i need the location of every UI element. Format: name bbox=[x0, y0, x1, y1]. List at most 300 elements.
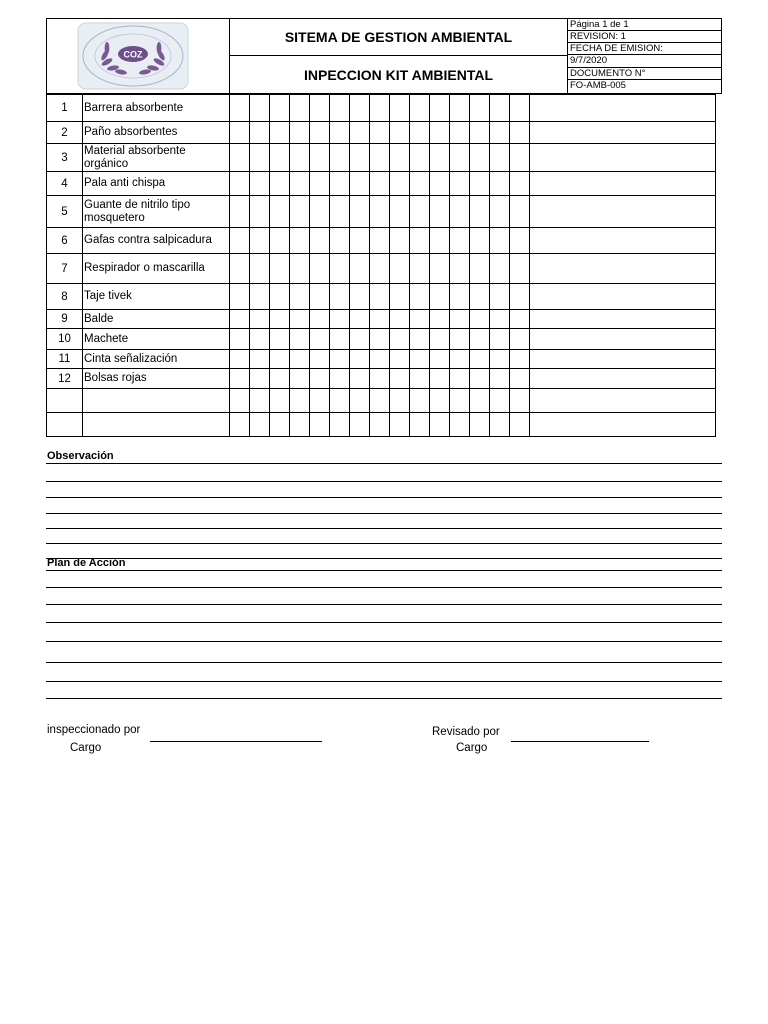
check-cell[interactable] bbox=[330, 413, 350, 437]
check-cell[interactable] bbox=[390, 284, 410, 310]
item-name: Balde bbox=[83, 310, 230, 329]
inspected-by-signature-line[interactable] bbox=[150, 741, 322, 742]
check-cell[interactable] bbox=[350, 228, 370, 254]
check-cell[interactable] bbox=[430, 369, 450, 389]
check-cell[interactable] bbox=[410, 228, 430, 254]
check-cell[interactable] bbox=[330, 95, 350, 122]
check-cell[interactable] bbox=[470, 254, 490, 284]
check-cell[interactable] bbox=[250, 95, 270, 122]
inspection-table bbox=[46, 94, 716, 437]
check-cell[interactable] bbox=[290, 254, 310, 284]
table-row bbox=[47, 413, 716, 437]
check-cell[interactable] bbox=[310, 172, 330, 196]
check-cell[interactable] bbox=[310, 122, 330, 144]
check-cell[interactable] bbox=[350, 172, 370, 196]
check-cell[interactable] bbox=[250, 254, 270, 284]
check-cell[interactable] bbox=[230, 369, 250, 389]
check-cell[interactable] bbox=[330, 196, 350, 228]
item-remarks-cell[interactable] bbox=[530, 254, 716, 284]
check-cell[interactable] bbox=[470, 413, 490, 437]
check-cell[interactable] bbox=[330, 350, 350, 369]
item-number: 5 bbox=[47, 196, 83, 228]
check-cell[interactable] bbox=[470, 284, 490, 310]
item-name: Respirador o mascarilla bbox=[83, 254, 230, 284]
check-cell[interactable] bbox=[290, 389, 310, 413]
title-cell bbox=[230, 19, 568, 93]
table-row bbox=[47, 228, 716, 254]
check-cell[interactable] bbox=[430, 228, 450, 254]
check-cell[interactable] bbox=[430, 122, 450, 144]
table-row bbox=[47, 329, 716, 350]
check-cell[interactable] bbox=[450, 329, 470, 350]
check-cell[interactable] bbox=[450, 95, 470, 122]
check-cell[interactable] bbox=[270, 172, 290, 196]
check-cell[interactable] bbox=[410, 350, 430, 369]
check-cell[interactable] bbox=[450, 228, 470, 254]
item-remarks-cell[interactable] bbox=[530, 329, 716, 350]
check-cell[interactable] bbox=[330, 329, 350, 350]
check-cell[interactable] bbox=[290, 284, 310, 310]
check-cell[interactable] bbox=[250, 310, 270, 329]
action-plan-line[interactable] bbox=[46, 622, 722, 623]
check-cell[interactable] bbox=[410, 310, 430, 329]
action-plan-line[interactable] bbox=[46, 570, 722, 571]
check-cell[interactable] bbox=[410, 122, 430, 144]
item-remarks-cell[interactable] bbox=[530, 196, 716, 228]
observation-line[interactable] bbox=[46, 513, 722, 514]
table-row bbox=[47, 122, 716, 144]
check-cell[interactable] bbox=[450, 196, 470, 228]
check-cell[interactable] bbox=[490, 196, 510, 228]
action-plan-line[interactable] bbox=[46, 698, 722, 699]
check-cell[interactable] bbox=[350, 196, 370, 228]
form-subtitle: INPECCION KIT AMBIENTAL bbox=[304, 66, 493, 83]
item-number: 2 bbox=[47, 122, 83, 144]
check-cell[interactable] bbox=[310, 310, 330, 329]
check-cell[interactable] bbox=[270, 369, 290, 389]
action-plan-line[interactable] bbox=[46, 681, 722, 682]
item-number bbox=[47, 389, 83, 413]
check-cell[interactable] bbox=[330, 144, 350, 172]
check-cell[interactable] bbox=[290, 369, 310, 389]
reviewed-by-signature-line[interactable] bbox=[511, 741, 649, 742]
check-cell[interactable] bbox=[250, 122, 270, 144]
check-cell[interactable] bbox=[410, 413, 430, 437]
check-cell[interactable] bbox=[310, 284, 330, 310]
check-cell[interactable] bbox=[230, 413, 250, 437]
check-cell[interactable] bbox=[250, 350, 270, 369]
item-number: 10 bbox=[47, 329, 83, 350]
check-cell[interactable] bbox=[330, 389, 350, 413]
check-cell[interactable] bbox=[490, 228, 510, 254]
check-cell[interactable] bbox=[350, 329, 370, 350]
check-cell[interactable] bbox=[270, 413, 290, 437]
check-cell[interactable] bbox=[490, 350, 510, 369]
check-cell[interactable] bbox=[510, 196, 530, 228]
action-plan-line[interactable] bbox=[46, 604, 722, 605]
check-cell[interactable] bbox=[450, 413, 470, 437]
check-cell[interactable] bbox=[510, 144, 530, 172]
check-cell[interactable] bbox=[350, 122, 370, 144]
check-cell[interactable] bbox=[250, 228, 270, 254]
item-name bbox=[83, 389, 230, 413]
item-remarks-cell[interactable] bbox=[530, 310, 716, 329]
check-cell[interactable] bbox=[510, 369, 530, 389]
check-cell[interactable] bbox=[490, 144, 510, 172]
document-label: DOCUMENTO N° bbox=[568, 68, 721, 80]
item-remarks-cell[interactable] bbox=[530, 284, 716, 310]
check-cell[interactable] bbox=[510, 228, 530, 254]
check-cell[interactable] bbox=[410, 196, 430, 228]
check-cell[interactable] bbox=[390, 196, 410, 228]
item-remarks-cell[interactable] bbox=[530, 350, 716, 369]
check-cell[interactable] bbox=[410, 172, 430, 196]
check-cell[interactable] bbox=[310, 389, 330, 413]
item-number: 4 bbox=[47, 172, 83, 196]
check-cell[interactable] bbox=[250, 413, 270, 437]
observation-line[interactable] bbox=[46, 558, 722, 559]
check-cell[interactable] bbox=[310, 254, 330, 284]
check-cell[interactable] bbox=[330, 369, 350, 389]
check-cell[interactable] bbox=[290, 196, 310, 228]
check-cell[interactable] bbox=[290, 95, 310, 122]
item-name: Pala anti chispa bbox=[83, 172, 230, 196]
page-number: Página 1 de 1 bbox=[568, 19, 721, 31]
check-cell[interactable] bbox=[410, 144, 430, 172]
table-row bbox=[47, 95, 716, 122]
check-cell[interactable] bbox=[450, 284, 470, 310]
table-row bbox=[47, 389, 716, 413]
check-cell[interactable] bbox=[330, 228, 350, 254]
check-cell[interactable] bbox=[370, 196, 390, 228]
check-cell[interactable] bbox=[350, 254, 370, 284]
reviewed-by-label: Revisado por bbox=[432, 726, 500, 738]
check-cell[interactable] bbox=[410, 254, 430, 284]
item-number: 7 bbox=[47, 254, 83, 284]
check-cell[interactable] bbox=[430, 329, 450, 350]
check-cell[interactable] bbox=[310, 369, 330, 389]
check-cell[interactable] bbox=[430, 284, 450, 310]
form-title: SITEMA DE GESTION AMBIENTAL bbox=[230, 19, 567, 56]
check-cell[interactable] bbox=[350, 284, 370, 310]
check-cell[interactable] bbox=[490, 284, 510, 310]
check-cell[interactable] bbox=[330, 122, 350, 144]
check-cell[interactable] bbox=[430, 144, 450, 172]
document-info bbox=[568, 19, 721, 93]
company-logo bbox=[77, 22, 189, 90]
check-cell[interactable] bbox=[270, 144, 290, 172]
action-plan-line[interactable] bbox=[46, 641, 722, 642]
check-cell[interactable] bbox=[390, 144, 410, 172]
check-cell[interactable] bbox=[410, 329, 430, 350]
check-cell[interactable] bbox=[290, 413, 310, 437]
check-cell[interactable] bbox=[390, 310, 410, 329]
check-cell[interactable] bbox=[370, 95, 390, 122]
check-cell[interactable] bbox=[370, 413, 390, 437]
observation-line[interactable] bbox=[46, 463, 722, 464]
check-cell[interactable] bbox=[470, 196, 490, 228]
item-number: 6 bbox=[47, 228, 83, 254]
check-cell[interactable] bbox=[370, 369, 390, 389]
check-cell[interactable] bbox=[450, 369, 470, 389]
item-remarks-cell[interactable] bbox=[530, 369, 716, 389]
check-cell[interactable] bbox=[390, 369, 410, 389]
check-cell[interactable] bbox=[270, 329, 290, 350]
check-cell[interactable] bbox=[310, 350, 330, 369]
check-cell[interactable] bbox=[430, 310, 450, 329]
check-cell[interactable] bbox=[390, 228, 410, 254]
check-cell[interactable] bbox=[490, 329, 510, 350]
table-row bbox=[47, 172, 716, 196]
check-cell[interactable] bbox=[270, 284, 290, 310]
item-number: 9 bbox=[47, 310, 83, 329]
check-cell[interactable] bbox=[250, 196, 270, 228]
check-cell[interactable] bbox=[230, 95, 250, 122]
check-cell[interactable] bbox=[230, 228, 250, 254]
check-cell[interactable] bbox=[430, 254, 450, 284]
check-cell[interactable] bbox=[270, 389, 290, 413]
form-header bbox=[46, 18, 722, 94]
inspected-by-label: inspeccionado por bbox=[47, 724, 141, 736]
check-cell[interactable] bbox=[470, 310, 490, 329]
check-cell[interactable] bbox=[250, 329, 270, 350]
observation-label: Observación bbox=[47, 450, 114, 462]
item-number: 1 bbox=[47, 95, 83, 122]
item-name: Gafas contra salpicadura bbox=[83, 228, 230, 254]
item-remarks-cell[interactable] bbox=[530, 95, 716, 122]
check-cell[interactable] bbox=[510, 172, 530, 196]
check-cell[interactable] bbox=[230, 350, 250, 369]
item-name bbox=[83, 413, 230, 437]
check-cell[interactable] bbox=[430, 196, 450, 228]
item-name: Paño absorbentes bbox=[83, 122, 230, 144]
check-cell[interactable] bbox=[250, 144, 270, 172]
table-row bbox=[47, 350, 716, 369]
check-cell[interactable] bbox=[250, 284, 270, 310]
check-cell[interactable] bbox=[490, 389, 510, 413]
item-remarks-cell[interactable] bbox=[530, 389, 716, 413]
check-cell[interactable] bbox=[350, 95, 370, 122]
check-cell[interactable] bbox=[310, 228, 330, 254]
check-cell[interactable] bbox=[330, 284, 350, 310]
observation-line[interactable] bbox=[46, 543, 722, 544]
check-cell[interactable] bbox=[250, 389, 270, 413]
check-cell[interactable] bbox=[450, 389, 470, 413]
table-row bbox=[47, 310, 716, 329]
check-cell[interactable] bbox=[270, 122, 290, 144]
check-cell[interactable] bbox=[370, 389, 390, 413]
table-row bbox=[47, 144, 716, 172]
check-cell[interactable] bbox=[370, 310, 390, 329]
check-cell[interactable] bbox=[390, 350, 410, 369]
check-cell[interactable] bbox=[390, 254, 410, 284]
item-number: 8 bbox=[47, 284, 83, 310]
check-cell[interactable] bbox=[270, 310, 290, 329]
check-cell[interactable] bbox=[290, 310, 310, 329]
check-cell[interactable] bbox=[370, 254, 390, 284]
check-cell[interactable] bbox=[290, 350, 310, 369]
check-cell[interactable] bbox=[350, 310, 370, 329]
check-cell[interactable] bbox=[390, 329, 410, 350]
item-remarks-cell[interactable] bbox=[530, 228, 716, 254]
reviewed-role-label: Cargo bbox=[456, 742, 488, 754]
check-cell[interactable] bbox=[330, 310, 350, 329]
check-cell[interactable] bbox=[410, 95, 430, 122]
check-cell[interactable] bbox=[470, 228, 490, 254]
item-name: Bolsas rojas bbox=[83, 369, 230, 389]
check-cell[interactable] bbox=[290, 144, 310, 172]
check-cell[interactable] bbox=[470, 350, 490, 369]
check-cell[interactable] bbox=[370, 122, 390, 144]
check-cell[interactable] bbox=[470, 122, 490, 144]
check-cell[interactable] bbox=[310, 95, 330, 122]
document-code: FO-AMB-005 bbox=[570, 80, 626, 91]
action-plan-line[interactable] bbox=[46, 662, 722, 663]
issue-date-label: FECHA DE EMISION: bbox=[568, 43, 721, 55]
item-remarks-cell[interactable] bbox=[530, 122, 716, 144]
check-cell[interactable] bbox=[490, 95, 510, 122]
check-cell[interactable] bbox=[350, 144, 370, 172]
check-cell[interactable] bbox=[430, 172, 450, 196]
action-plan-label: Plan de Acción bbox=[47, 557, 126, 569]
check-cell[interactable] bbox=[270, 350, 290, 369]
check-cell[interactable] bbox=[490, 172, 510, 196]
check-cell[interactable] bbox=[510, 122, 530, 144]
check-cell[interactable] bbox=[430, 350, 450, 369]
check-cell[interactable] bbox=[370, 144, 390, 172]
item-name: Taje tivek bbox=[83, 284, 230, 310]
check-cell[interactable] bbox=[450, 310, 470, 329]
check-cell[interactable] bbox=[270, 228, 290, 254]
check-cell[interactable] bbox=[230, 122, 250, 144]
item-remarks-cell[interactable] bbox=[530, 413, 716, 437]
table-row bbox=[47, 284, 716, 310]
check-cell[interactable] bbox=[310, 329, 330, 350]
check-cell[interactable] bbox=[430, 95, 450, 122]
check-cell[interactable] bbox=[510, 310, 530, 329]
check-cell[interactable] bbox=[430, 389, 450, 413]
check-cell[interactable] bbox=[370, 284, 390, 310]
check-cell[interactable] bbox=[370, 329, 390, 350]
item-remarks-cell[interactable] bbox=[530, 172, 716, 196]
check-cell[interactable] bbox=[270, 254, 290, 284]
check-cell[interactable] bbox=[510, 350, 530, 369]
observation-line[interactable] bbox=[46, 497, 722, 498]
observation-line[interactable] bbox=[46, 528, 722, 529]
item-name: Barrera absorbente bbox=[83, 95, 230, 122]
check-cell[interactable] bbox=[370, 228, 390, 254]
observation-line[interactable] bbox=[46, 481, 722, 482]
item-number: 12 bbox=[47, 369, 83, 389]
item-number: 3 bbox=[47, 144, 83, 172]
check-cell[interactable] bbox=[470, 389, 490, 413]
check-cell[interactable] bbox=[350, 350, 370, 369]
check-cell[interactable] bbox=[510, 413, 530, 437]
check-cell[interactable] bbox=[510, 329, 530, 350]
check-cell[interactable] bbox=[510, 95, 530, 122]
check-cell[interactable] bbox=[470, 369, 490, 389]
check-cell[interactable] bbox=[310, 144, 330, 172]
check-cell[interactable] bbox=[490, 254, 510, 284]
check-cell[interactable] bbox=[230, 196, 250, 228]
check-cell[interactable] bbox=[450, 144, 470, 172]
check-cell[interactable] bbox=[230, 329, 250, 350]
check-cell[interactable] bbox=[310, 413, 330, 437]
check-cell[interactable] bbox=[510, 284, 530, 310]
check-cell[interactable] bbox=[290, 329, 310, 350]
check-cell[interactable] bbox=[450, 254, 470, 284]
check-cell[interactable] bbox=[270, 95, 290, 122]
check-cell[interactable] bbox=[290, 122, 310, 144]
item-name: Material absorbente orgánico bbox=[83, 144, 230, 172]
check-cell[interactable] bbox=[490, 369, 510, 389]
logo-text: COZ bbox=[123, 49, 143, 60]
check-cell[interactable] bbox=[230, 389, 250, 413]
check-cell[interactable] bbox=[510, 389, 530, 413]
check-cell[interactable] bbox=[270, 196, 290, 228]
check-cell[interactable] bbox=[330, 172, 350, 196]
item-number: 11 bbox=[47, 350, 83, 369]
check-cell[interactable] bbox=[450, 172, 470, 196]
table-row bbox=[47, 254, 716, 284]
check-cell[interactable] bbox=[410, 389, 430, 413]
check-cell[interactable] bbox=[490, 413, 510, 437]
check-cell[interactable] bbox=[230, 172, 250, 196]
check-cell[interactable] bbox=[390, 389, 410, 413]
inspected-role-label: Cargo bbox=[70, 742, 102, 754]
check-cell[interactable] bbox=[230, 144, 250, 172]
table-row bbox=[47, 369, 716, 389]
check-cell[interactable] bbox=[350, 413, 370, 437]
item-name: Cinta señalización bbox=[83, 350, 230, 369]
issue-date: 9/7/2020 bbox=[568, 55, 721, 68]
check-cell[interactable] bbox=[490, 122, 510, 144]
check-cell[interactable] bbox=[310, 196, 330, 228]
logo-cell bbox=[47, 19, 230, 93]
check-cell[interactable] bbox=[470, 144, 490, 172]
check-cell[interactable] bbox=[370, 350, 390, 369]
check-cell[interactable] bbox=[370, 172, 390, 196]
check-cell[interactable] bbox=[390, 95, 410, 122]
check-cell[interactable] bbox=[350, 369, 370, 389]
check-cell[interactable] bbox=[290, 228, 310, 254]
check-cell[interactable] bbox=[490, 310, 510, 329]
check-cell[interactable] bbox=[470, 329, 490, 350]
item-remarks-cell[interactable] bbox=[530, 144, 716, 172]
check-cell[interactable] bbox=[470, 95, 490, 122]
check-cell[interactable] bbox=[390, 122, 410, 144]
check-cell[interactable] bbox=[510, 254, 530, 284]
check-cell[interactable] bbox=[330, 254, 350, 284]
check-cell[interactable] bbox=[230, 284, 250, 310]
check-cell[interactable] bbox=[290, 172, 310, 196]
check-cell[interactable] bbox=[410, 369, 430, 389]
check-cell[interactable] bbox=[250, 172, 270, 196]
check-cell[interactable] bbox=[410, 284, 430, 310]
check-cell[interactable] bbox=[230, 254, 250, 284]
revision: REVISION: 1 bbox=[568, 31, 721, 43]
check-cell[interactable] bbox=[390, 172, 410, 196]
check-cell[interactable] bbox=[230, 310, 250, 329]
check-cell[interactable] bbox=[430, 413, 450, 437]
check-cell[interactable] bbox=[470, 172, 490, 196]
check-cell[interactable] bbox=[390, 413, 410, 437]
check-cell[interactable] bbox=[450, 122, 470, 144]
check-cell[interactable] bbox=[250, 369, 270, 389]
check-cell[interactable] bbox=[350, 389, 370, 413]
check-cell[interactable] bbox=[450, 350, 470, 369]
action-plan-line[interactable] bbox=[46, 587, 722, 588]
